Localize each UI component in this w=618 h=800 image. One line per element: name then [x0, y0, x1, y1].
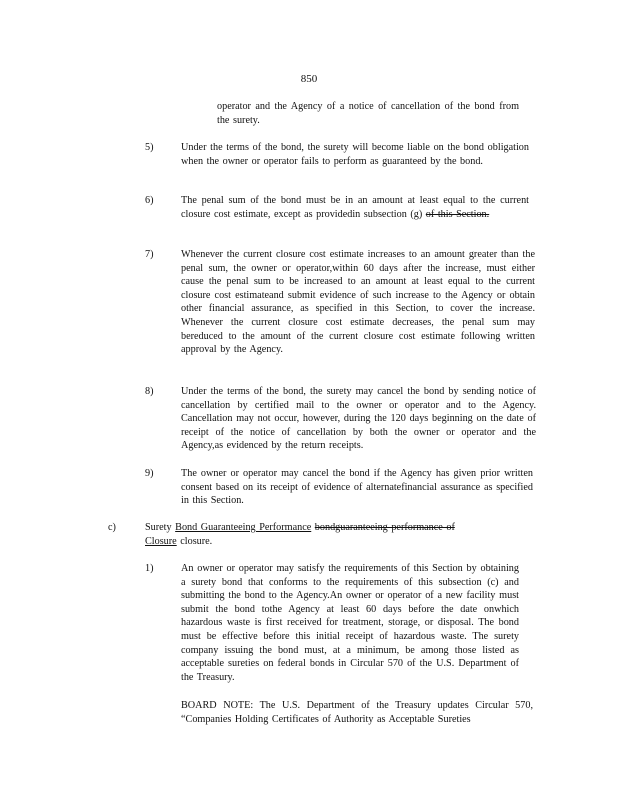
section-c-deleted-text: bondguaranteeing performance of	[314, 522, 455, 533]
item-6-text	[181, 194, 529, 221]
item-8-number: 8)	[145, 386, 154, 397]
c-item-1-text: An owner or operator may satisfy the requirements of this Section by obtaining a surety bond that conforms to the requirements of this subsection (c) and submitting the bond to the Agency.An owner or operator of a new facility must submit the bond tothe Agency at least 60 days before the date onwhich hazardous waste is first received for treatment, storage, or disposal. The bond must be effective before this initial receipt of hazardous waste. The surety company issuing the bond must, at a minimum, be among those listed as acceptable sureties on federal bonds in Circular 570 of the U.S. Department of the Treasury.	[181, 563, 519, 683]
section-c-inserted-text: Bond Guaranteeing Performance	[175, 522, 312, 533]
item-8-text: Under the terms of the bond, the surety may cancel the bond by sending notice of cancellation by certified mail to the owner or operator and to the Agency. Cancellation may not occur, however, during the 120 days beginning on the date of receipt of the notice of cancellation by both the owner or operator and the Agency,as evidenced by the return receipts.	[181, 386, 536, 452]
section-c-inserted-text-2: Closure	[145, 535, 177, 547]
item-6-number: 6)	[145, 195, 154, 206]
item-6-deleted-text: of this Section.	[425, 208, 490, 220]
item-7-number: 7)	[145, 249, 154, 260]
board-note: BOARD NOTE: The U.S. Department of the Treasury updates Circular 570, “Companies Holding Certificates of Authority as Acceptable Sureties	[181, 700, 533, 725]
item-5-number: 5)	[145, 142, 154, 153]
item-9-number: 9)	[145, 468, 154, 479]
section-c-heading	[145, 521, 505, 548]
section-c-suffix: closure.	[180, 535, 213, 547]
item-7-text: Whenever the current closure cost estimate increases to an amount greater than the penal sum, the owner or operator,within 60 days after the increase, must either cause the penal sum to be increased to an amount at least equal to the current closure cost estimateand submit evidence of such increase to the Agency or obtain other financial assurance, as specified in this Section, to cover the increase. Whenever the current closure cost estimate decreases, the penal sum may bereduced to the amount of the current closure cost estimate following written approval by the Agency.	[181, 249, 535, 356]
paragraph-continuation: operator and the Agency of a notice of cancellation of the bond from the surety.	[217, 101, 519, 126]
item-9-text: The owner or operator may cancel the bond if the Agency has given prior written consent based on its receipt of evidence of alternatefinancial assurance as specified in this Section.	[181, 468, 533, 507]
page-number: 850	[300, 73, 318, 85]
c-item-1-number: 1)	[145, 563, 154, 574]
item-6-body: The penal sum of the bond must be in an amount at least equal to the current closure cost estimate, except as providedin subsection (g)	[181, 195, 529, 220]
section-c-prefix: Surety	[145, 522, 172, 533]
section-c-number: c)	[108, 522, 116, 533]
item-5-text: Under the terms of the bond, the surety will become liable on the bond obligation when the owner or operator fails to perform as guaranteed by the bond.	[181, 142, 529, 167]
